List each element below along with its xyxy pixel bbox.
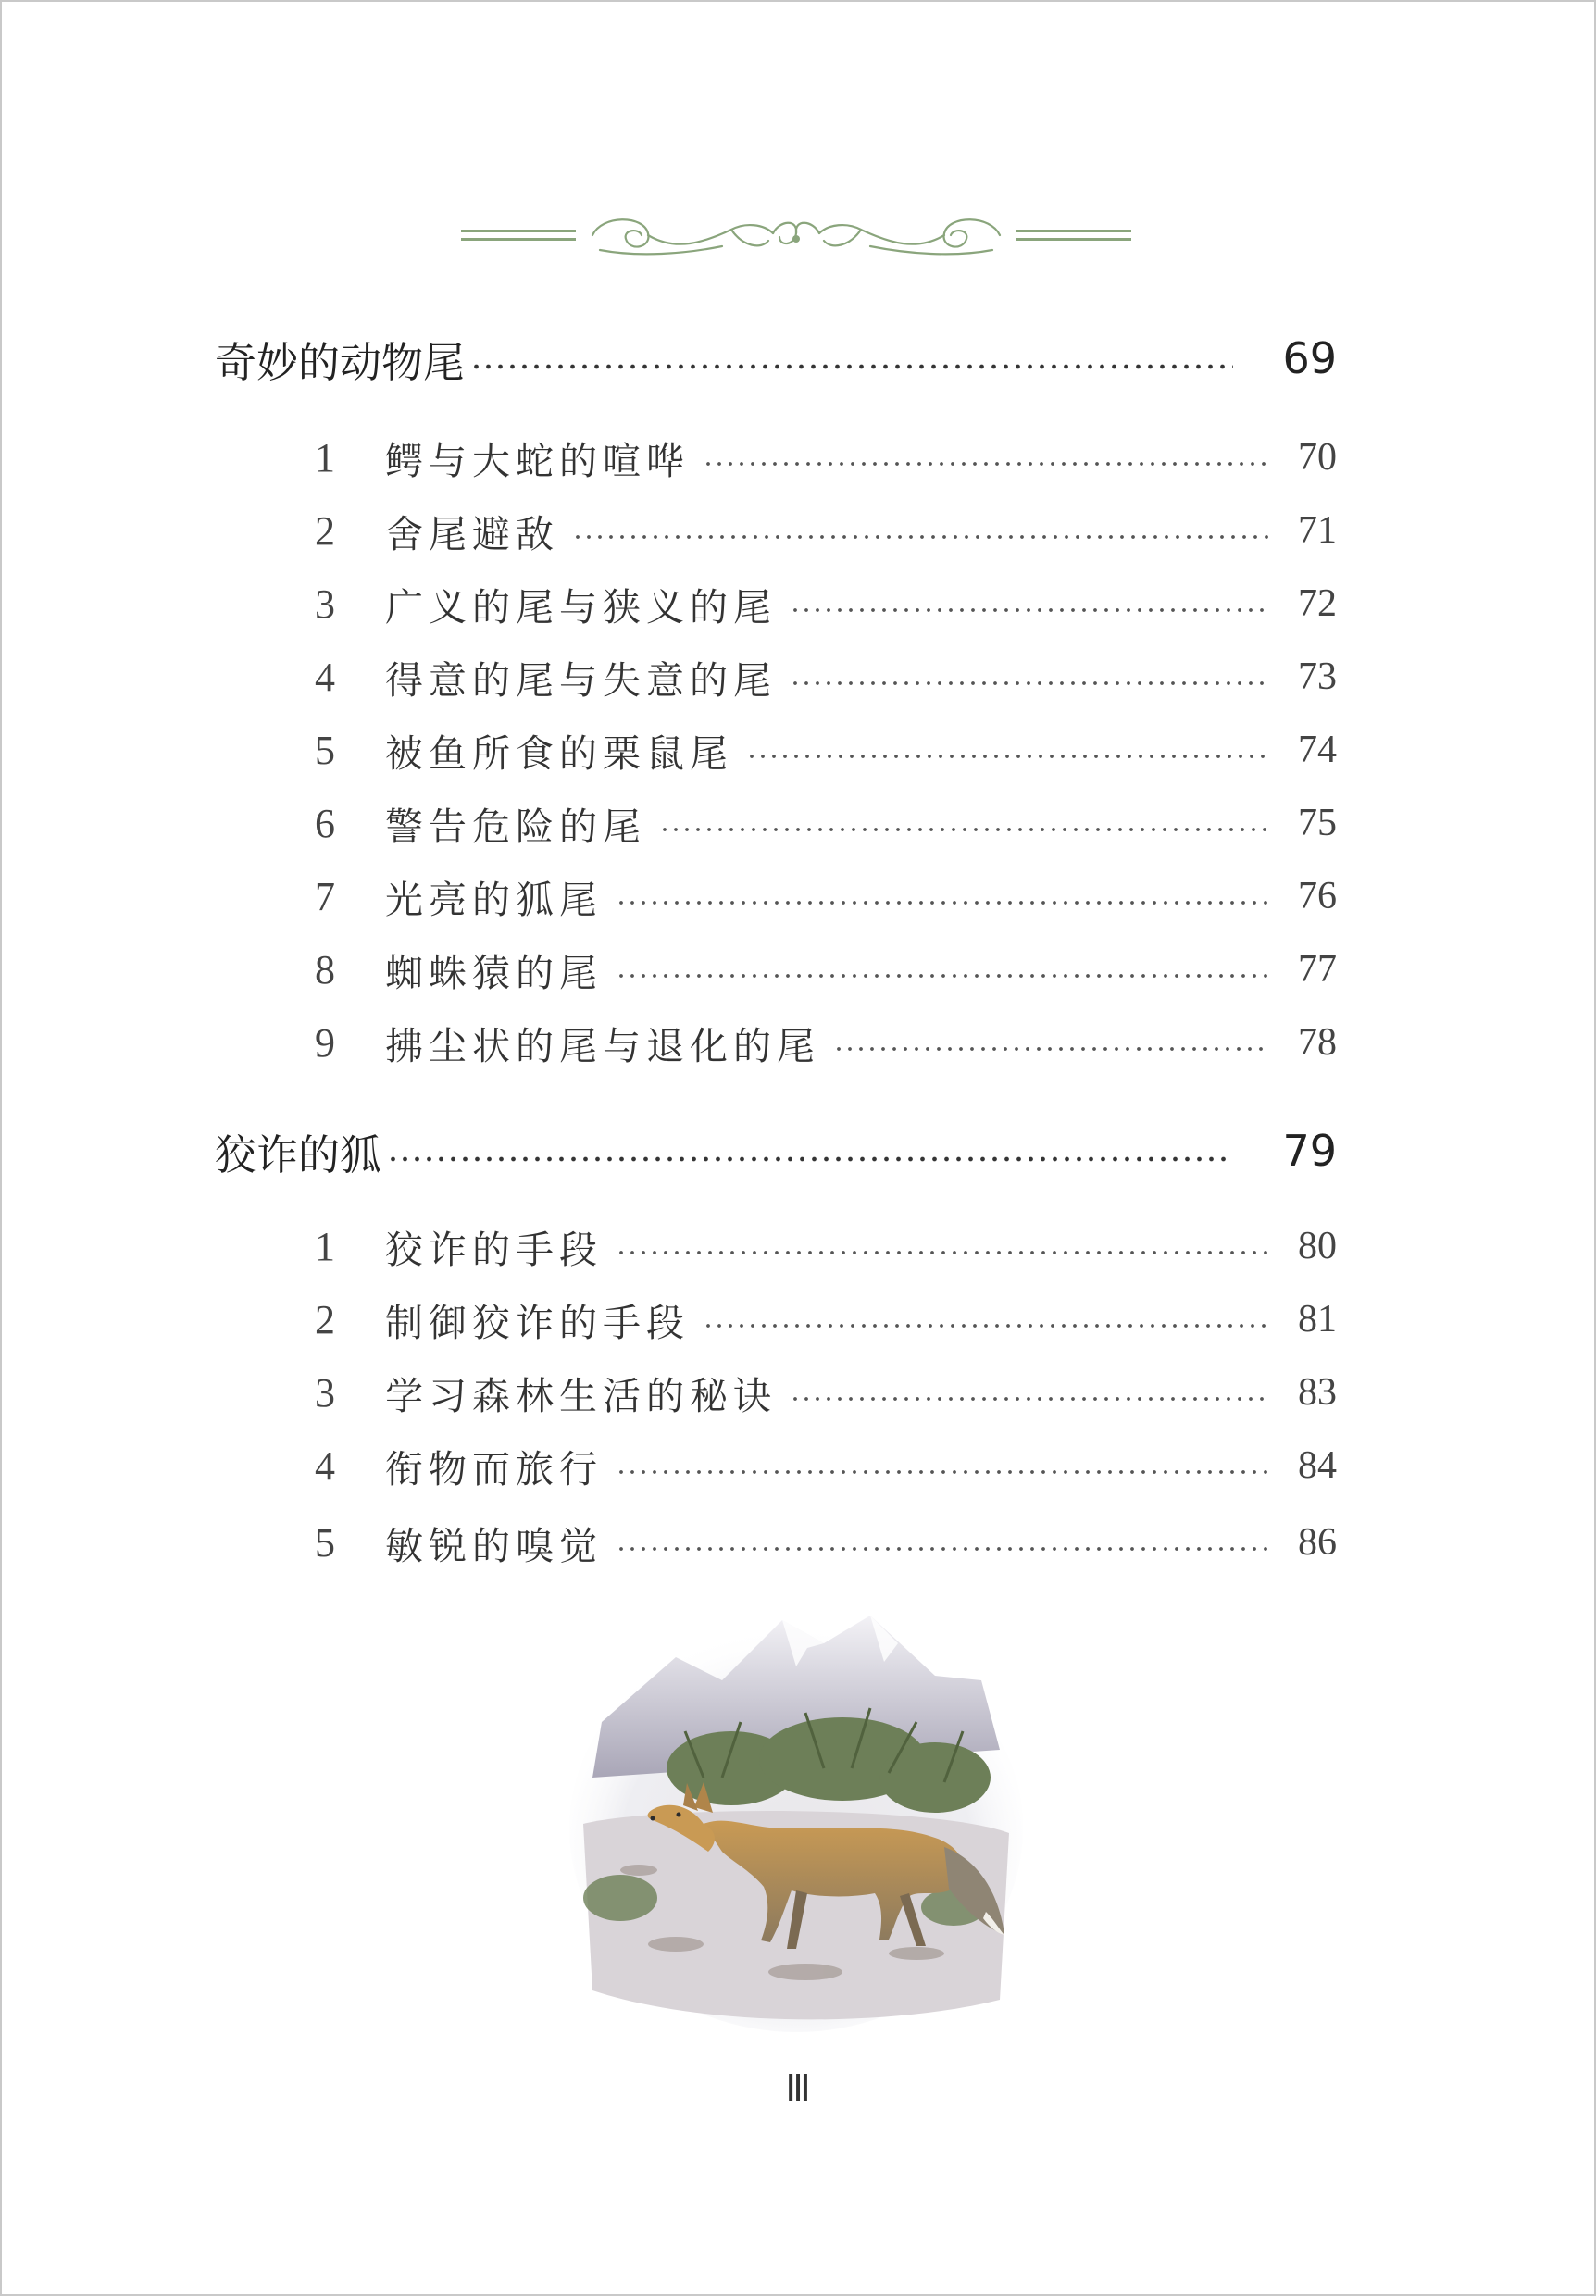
entry-title: 制御狡诈的手段: [385, 1300, 690, 1345]
dot-leader: [387, 1156, 1233, 1162]
entry-number: 6: [315, 800, 335, 846]
entry-page-number: 81: [1298, 1298, 1337, 1341]
section-title: 奇妙的动物尾: [215, 337, 466, 387]
entry-page-number: 76: [1298, 875, 1337, 917]
toc-entry[interactable]: [315, 430, 1337, 485]
dot-leader: [790, 680, 1270, 686]
toc-entry[interactable]: [315, 649, 1337, 705]
entry-title: 光亮的狐尾: [385, 877, 603, 922]
entry-number: 4: [315, 654, 335, 700]
entry-page-number: 72: [1298, 582, 1337, 625]
entry-title: 广义的尾与狭义的尾: [385, 584, 777, 630]
entry-number: 4: [315, 1442, 335, 1489]
dot-leader: [703, 1323, 1270, 1329]
entry-number: 2: [315, 1296, 335, 1342]
toc-entry[interactable]: [315, 576, 1337, 631]
dot-leader: [746, 754, 1270, 759]
entry-number: 1: [315, 434, 335, 480]
section-page-number: 79: [1282, 1126, 1337, 1176]
toc-entry[interactable]: [315, 795, 1337, 851]
entry-page-number: 83: [1298, 1371, 1337, 1414]
entry-number: 3: [315, 580, 335, 627]
entry-number: 2: [315, 507, 335, 554]
entry-page-number: 86: [1298, 1521, 1337, 1564]
dot-leader: [616, 900, 1270, 905]
entry-page-number: 78: [1298, 1021, 1337, 1064]
entry-title: 拂尘状的尾与退化的尾: [385, 1023, 820, 1068]
entry-page-number: 84: [1298, 1444, 1337, 1487]
entry-page-number: 74: [1298, 729, 1337, 771]
entry-title: 学习森林生活的秘诀: [385, 1373, 777, 1418]
dot-leader: [616, 1250, 1270, 1255]
toc-entry[interactable]: [315, 722, 1337, 778]
toc-entry[interactable]: [315, 1015, 1337, 1070]
entry-page-number: 75: [1298, 802, 1337, 844]
section-title: 狡诈的狐: [215, 1129, 382, 1179]
entry-title: 警告危险的尾: [385, 804, 646, 849]
entry-title: 狡诈的手段: [385, 1227, 603, 1272]
fox-illustration: [565, 1592, 1028, 2037]
dot-leader: [616, 973, 1270, 979]
toc-entry[interactable]: [315, 1438, 1337, 1493]
dot-leader: [572, 534, 1270, 540]
entry-title: 敏锐的嗅觉: [385, 1523, 603, 1568]
dot-leader: [703, 461, 1270, 467]
toc-entry[interactable]: [315, 1218, 1337, 1274]
entry-title: 鳄与大蛇的喧哗: [385, 438, 690, 483]
toc-entry[interactable]: [315, 503, 1337, 558]
toc-entry[interactable]: [315, 942, 1337, 997]
dot-leader: [790, 1396, 1270, 1402]
entry-page-number: 80: [1298, 1225, 1337, 1267]
dot-leader: [616, 1469, 1270, 1475]
entry-number: 8: [315, 946, 335, 992]
toc-entry[interactable]: [315, 1515, 1337, 1570]
dot-leader: [659, 827, 1270, 832]
entry-page-number: 71: [1298, 509, 1337, 552]
entry-title: 得意的尾与失意的尾: [385, 657, 777, 703]
entry-number: 3: [315, 1369, 335, 1416]
entry-title: 被鱼所食的栗鼠尾: [385, 730, 733, 776]
section-page-number: 69: [1282, 333, 1337, 383]
toc-entry[interactable]: [315, 868, 1337, 924]
page-number: Ⅲ: [785, 2067, 811, 2109]
entry-number: 9: [315, 1019, 335, 1066]
toc-section-heading[interactable]: [215, 1118, 1337, 1183]
toc-section-heading[interactable]: [215, 326, 1337, 391]
toc-entry[interactable]: [315, 1365, 1337, 1420]
dot-leader: [833, 1046, 1270, 1052]
entry-title: 衔物而旅行: [385, 1446, 603, 1491]
entry-title: 蜘蛛猿的尾: [385, 950, 603, 995]
toc-entry[interactable]: [315, 1292, 1337, 1347]
entry-number: 5: [315, 1519, 335, 1566]
entry-page-number: 73: [1298, 655, 1337, 698]
entry-number: 5: [315, 727, 335, 773]
entry-page-number: 77: [1298, 948, 1337, 991]
entry-page-number: 70: [1298, 436, 1337, 479]
dot-leader: [470, 364, 1233, 369]
dot-leader: [790, 607, 1270, 613]
dot-leader: [616, 1546, 1270, 1552]
entry-number: 1: [315, 1223, 335, 1269]
entry-title: 舍尾避敌: [385, 511, 559, 556]
entry-number: 7: [315, 873, 335, 919]
